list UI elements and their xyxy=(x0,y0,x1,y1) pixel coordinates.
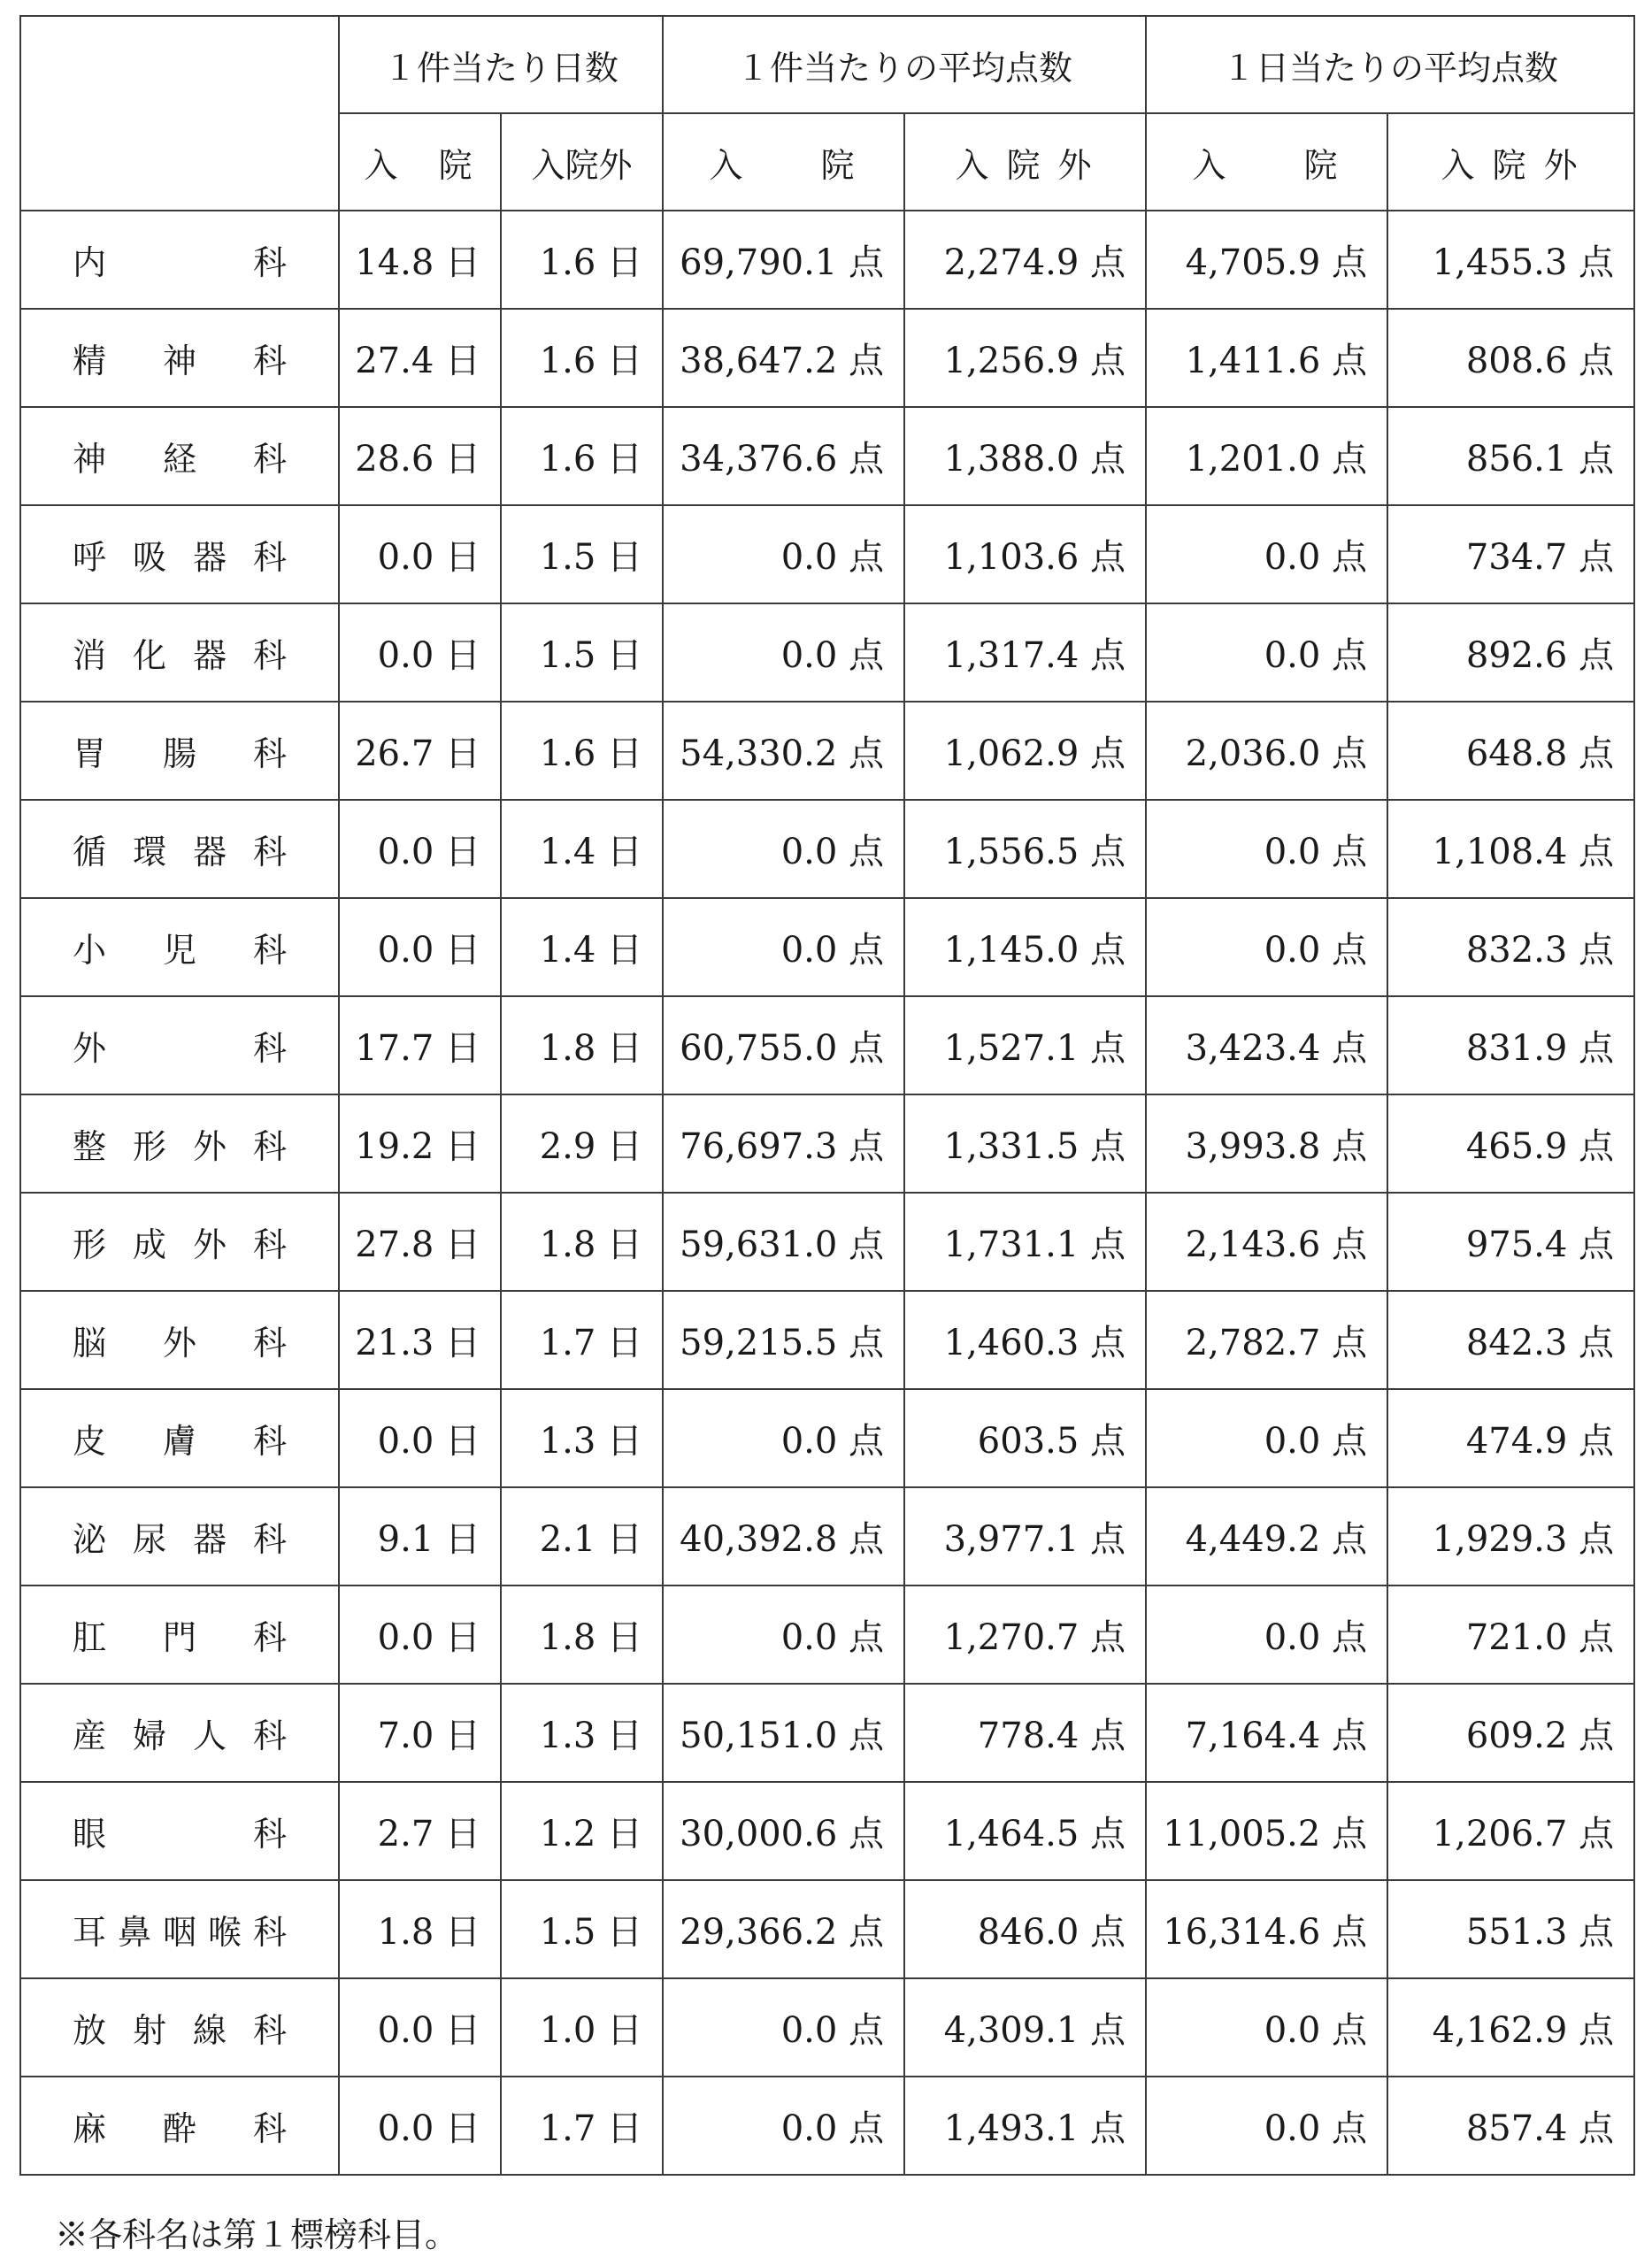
days-inpatient: 0.0 日 xyxy=(339,1389,501,1487)
points-per-case-inpatient: 0.0 点 xyxy=(663,603,904,702)
points-per-case-inpatient: 69,790.1 点 xyxy=(663,211,904,309)
points-per-case-outpatient: 1,331.5 点 xyxy=(904,1094,1146,1193)
days-inpatient: 0.0 日 xyxy=(339,2077,501,2175)
points-per-day-outpatient: 1,455.3 点 xyxy=(1387,211,1634,309)
points-per-case-inpatient: 0.0 点 xyxy=(663,505,904,603)
days-outpatient: 1.6 日 xyxy=(501,309,663,407)
points-per-case-inpatient: 76,697.3 点 xyxy=(663,1094,904,1193)
days-outpatient: 1.5 日 xyxy=(501,1880,663,1978)
days-inpatient: 14.8 日 xyxy=(339,211,501,309)
points-per-case-outpatient: 1,527.1 点 xyxy=(904,996,1146,1094)
department-name: 精神科 xyxy=(20,309,339,407)
table-row xyxy=(20,603,1634,702)
points-per-day-outpatient: 474.9 点 xyxy=(1387,1389,1634,1487)
days-outpatient: 1.7 日 xyxy=(501,1291,663,1389)
points-per-case-inpatient: 0.0 点 xyxy=(663,898,904,996)
points-per-day-outpatient: 808.6 点 xyxy=(1387,309,1634,407)
days-inpatient: 0.0 日 xyxy=(339,1586,501,1684)
points-per-day-inpatient: 0.0 点 xyxy=(1146,800,1387,898)
points-per-day-inpatient: 1,411.6 点 xyxy=(1146,309,1387,407)
points-per-day-outpatient: 856.1 点 xyxy=(1387,407,1634,505)
days-inpatient: 0.0 日 xyxy=(339,898,501,996)
points-per-day-inpatient: 2,143.6 点 xyxy=(1146,1193,1387,1291)
department-name: 小児科 xyxy=(20,898,339,996)
days-inpatient: 0.0 日 xyxy=(339,1978,501,2077)
days-outpatient: 2.9 日 xyxy=(501,1094,663,1193)
days-inpatient: 0.0 日 xyxy=(339,505,501,603)
points-per-day-inpatient: 4,449.2 点 xyxy=(1146,1487,1387,1586)
department-name: 整形外科 xyxy=(20,1094,339,1193)
department-name: 内科 xyxy=(20,211,339,309)
points-per-case-inpatient: 0.0 点 xyxy=(663,1586,904,1684)
days-inpatient: 9.1 日 xyxy=(339,1487,501,1586)
points-per-case-inpatient: 54,330.2 点 xyxy=(663,702,904,800)
department-name: 放射線科 xyxy=(20,1978,339,2077)
points-per-day-outpatient: 1,929.3 点 xyxy=(1387,1487,1634,1586)
days-outpatient: 1.6 日 xyxy=(501,407,663,505)
department-name: 外科 xyxy=(20,996,339,1094)
header-case-outpatient: 入 院 外 xyxy=(904,113,1146,211)
points-per-case-outpatient: 1,062.9 点 xyxy=(904,702,1146,800)
table-row xyxy=(20,1586,1634,1684)
points-per-case-outpatient: 3,977.1 点 xyxy=(904,1487,1146,1586)
department-name: 循環器科 xyxy=(20,800,339,898)
points-per-day-inpatient: 0.0 点 xyxy=(1146,1586,1387,1684)
points-per-case-outpatient: 1,493.1 点 xyxy=(904,2077,1146,2175)
points-per-case-inpatient: 50,151.0 点 xyxy=(663,1684,904,1782)
header-avg-points-per-day: １日当たりの平均点数 xyxy=(1146,16,1634,113)
header-avg-points-per-case: １件当たりの平均点数 xyxy=(663,16,1146,113)
points-per-day-inpatient: 1,201.0 点 xyxy=(1146,407,1387,505)
days-inpatient: 17.7 日 xyxy=(339,996,501,1094)
department-name: 産婦人科 xyxy=(20,1684,339,1782)
department-name: 消化器科 xyxy=(20,603,339,702)
table-row xyxy=(20,1389,1634,1487)
points-per-case-inpatient: 0.0 点 xyxy=(663,1389,904,1487)
days-inpatient: 2.7 日 xyxy=(339,1782,501,1880)
days-outpatient: 1.8 日 xyxy=(501,1586,663,1684)
points-per-day-outpatient: 648.8 点 xyxy=(1387,702,1634,800)
table-row xyxy=(20,1193,1634,1291)
points-per-day-outpatient: 857.4 点 xyxy=(1387,2077,1634,2175)
department-name: 麻酔科 xyxy=(20,2077,339,2175)
days-inpatient: 19.2 日 xyxy=(339,1094,501,1193)
table-row xyxy=(20,1684,1634,1782)
table-row xyxy=(20,1291,1634,1389)
days-outpatient: 1.4 日 xyxy=(501,898,663,996)
table-row xyxy=(20,800,1634,898)
department-name: 脳外科 xyxy=(20,1291,339,1389)
header-corner-cell xyxy=(20,16,339,211)
points-per-day-inpatient: 16,314.6 点 xyxy=(1146,1880,1387,1978)
days-inpatient: 26.7 日 xyxy=(339,702,501,800)
points-per-day-inpatient: 0.0 点 xyxy=(1146,2077,1387,2175)
points-per-case-outpatient: 1,103.6 点 xyxy=(904,505,1146,603)
days-outpatient: 1.7 日 xyxy=(501,2077,663,2175)
points-per-day-inpatient: 0.0 点 xyxy=(1146,505,1387,603)
points-per-day-inpatient: 0.0 点 xyxy=(1146,603,1387,702)
header-day-outpatient: 入 院 外 xyxy=(1387,113,1634,211)
points-per-case-outpatient: 4,309.1 点 xyxy=(904,1978,1146,2077)
department-name: 皮膚科 xyxy=(20,1389,339,1487)
points-per-case-outpatient: 778.4 点 xyxy=(904,1684,1146,1782)
days-inpatient: 1.8 日 xyxy=(339,1880,501,1978)
department-name: 眼科 xyxy=(20,1782,339,1880)
points-per-case-outpatient: 1,464.5 点 xyxy=(904,1782,1146,1880)
table-row xyxy=(20,1094,1634,1193)
table-row xyxy=(20,407,1634,505)
points-per-day-outpatient: 832.3 点 xyxy=(1387,898,1634,996)
days-inpatient: 21.3 日 xyxy=(339,1291,501,1389)
points-per-case-inpatient: 29,366.2 点 xyxy=(663,1880,904,1978)
points-per-case-outpatient: 1,317.4 点 xyxy=(904,603,1146,702)
points-per-day-inpatient: 0.0 点 xyxy=(1146,1978,1387,2077)
header-day-inpatient: 入 院 xyxy=(1146,113,1387,211)
table-body xyxy=(20,211,1634,2175)
points-per-day-outpatient: 1,108.4 点 xyxy=(1387,800,1634,898)
days-outpatient: 1.5 日 xyxy=(501,505,663,603)
days-outpatient: 1.4 日 xyxy=(501,800,663,898)
points-per-day-outpatient: 4,162.9 点 xyxy=(1387,1978,1634,2077)
points-per-case-outpatient: 1,270.7 点 xyxy=(904,1586,1146,1684)
points-per-day-inpatient: 4,705.9 点 xyxy=(1146,211,1387,309)
days-inpatient: 27.8 日 xyxy=(339,1193,501,1291)
points-per-case-outpatient: 2,274.9 点 xyxy=(904,211,1146,309)
points-per-case-outpatient: 1,256.9 点 xyxy=(904,309,1146,407)
points-per-day-outpatient: 892.6 点 xyxy=(1387,603,1634,702)
table-row xyxy=(20,996,1634,1094)
points-per-day-inpatient: 7,164.4 点 xyxy=(1146,1684,1387,1782)
table-row xyxy=(20,505,1634,603)
table-row xyxy=(20,211,1634,309)
department-name: 肛門科 xyxy=(20,1586,339,1684)
days-inpatient: 0.0 日 xyxy=(339,603,501,702)
points-per-day-inpatient: 2,782.7 点 xyxy=(1146,1291,1387,1389)
points-per-case-inpatient: 30,000.6 点 xyxy=(663,1782,904,1880)
header-days-inpatient: 入 院 xyxy=(339,113,501,211)
days-outpatient: 1.3 日 xyxy=(501,1389,663,1487)
points-per-case-outpatient: 1,731.1 点 xyxy=(904,1193,1146,1291)
points-per-case-inpatient: 0.0 点 xyxy=(663,2077,904,2175)
days-outpatient: 1.8 日 xyxy=(501,1193,663,1291)
points-per-day-inpatient: 0.0 点 xyxy=(1146,1389,1387,1487)
points-per-case-outpatient: 603.5 点 xyxy=(904,1389,1146,1487)
points-per-day-outpatient: 609.2 点 xyxy=(1387,1684,1634,1782)
points-per-case-inpatient: 34,376.6 点 xyxy=(663,407,904,505)
table-row xyxy=(20,1880,1634,1978)
department-name: 耳鼻咽喉科 xyxy=(20,1880,339,1978)
points-per-day-outpatient: 721.0 点 xyxy=(1387,1586,1634,1684)
table-row xyxy=(20,1487,1634,1586)
days-outpatient: 1.6 日 xyxy=(501,211,663,309)
department-name: 神経科 xyxy=(20,407,339,505)
points-per-day-outpatient: 734.7 点 xyxy=(1387,505,1634,603)
table-row xyxy=(20,898,1634,996)
points-per-case-inpatient: 40,392.8 点 xyxy=(663,1487,904,1586)
table-row xyxy=(20,1782,1634,1880)
points-per-day-outpatient: 831.9 点 xyxy=(1387,996,1634,1094)
department-stats-table xyxy=(19,15,1635,2176)
points-per-case-outpatient: 1,460.3 点 xyxy=(904,1291,1146,1389)
department-name: 呼吸器科 xyxy=(20,505,339,603)
days-inpatient: 27.4 日 xyxy=(339,309,501,407)
table-row xyxy=(20,309,1634,407)
points-per-day-outpatient: 842.3 点 xyxy=(1387,1291,1634,1389)
points-per-case-outpatient: 1,145.0 点 xyxy=(904,898,1146,996)
points-per-day-outpatient: 465.9 点 xyxy=(1387,1094,1634,1193)
points-per-day-inpatient: 2,036.0 点 xyxy=(1146,702,1387,800)
days-inpatient: 0.0 日 xyxy=(339,800,501,898)
points-per-case-inpatient: 0.0 点 xyxy=(663,1978,904,2077)
footnote: ※各科名は第１標榜科目。 xyxy=(55,2215,459,2254)
table-row xyxy=(20,702,1634,800)
header-row-groups xyxy=(20,16,1634,113)
points-per-case-inpatient: 59,631.0 点 xyxy=(663,1193,904,1291)
department-name: 胃腸科 xyxy=(20,702,339,800)
days-outpatient: 1.5 日 xyxy=(501,603,663,702)
points-per-case-outpatient: 846.0 点 xyxy=(904,1880,1146,1978)
days-outpatient: 1.3 日 xyxy=(501,1684,663,1782)
header-days-outpatient: 入院外 xyxy=(501,113,663,211)
days-outpatient: 1.2 日 xyxy=(501,1782,663,1880)
points-per-day-inpatient: 11,005.2 点 xyxy=(1146,1782,1387,1880)
points-per-day-outpatient: 551.3 点 xyxy=(1387,1880,1634,1978)
header-days-per-case: １件当たり日数 xyxy=(339,16,663,113)
points-per-day-inpatient: 0.0 点 xyxy=(1146,898,1387,996)
points-per-case-inpatient: 38,647.2 点 xyxy=(663,309,904,407)
days-inpatient: 28.6 日 xyxy=(339,407,501,505)
points-per-day-outpatient: 1,206.7 点 xyxy=(1387,1782,1634,1880)
header-case-inpatient: 入 院 xyxy=(663,113,904,211)
days-outpatient: 1.8 日 xyxy=(501,996,663,1094)
days-outpatient: 1.6 日 xyxy=(501,702,663,800)
table-row xyxy=(20,2077,1634,2175)
days-inpatient: 7.0 日 xyxy=(339,1684,501,1782)
points-per-day-inpatient: 3,423.4 点 xyxy=(1146,996,1387,1094)
points-per-case-inpatient: 59,215.5 点 xyxy=(663,1291,904,1389)
department-name: 泌尿器科 xyxy=(20,1487,339,1586)
points-per-day-inpatient: 3,993.8 点 xyxy=(1146,1094,1387,1193)
days-outpatient: 2.1 日 xyxy=(501,1487,663,1586)
points-per-case-outpatient: 1,556.5 点 xyxy=(904,800,1146,898)
points-per-case-inpatient: 60,755.0 点 xyxy=(663,996,904,1094)
table-row xyxy=(20,1978,1634,2077)
points-per-case-inpatient: 0.0 点 xyxy=(663,800,904,898)
days-outpatient: 1.0 日 xyxy=(501,1978,663,2077)
points-per-day-outpatient: 975.4 点 xyxy=(1387,1193,1634,1291)
points-per-case-outpatient: 1,388.0 点 xyxy=(904,407,1146,505)
department-name: 形成外科 xyxy=(20,1193,339,1291)
